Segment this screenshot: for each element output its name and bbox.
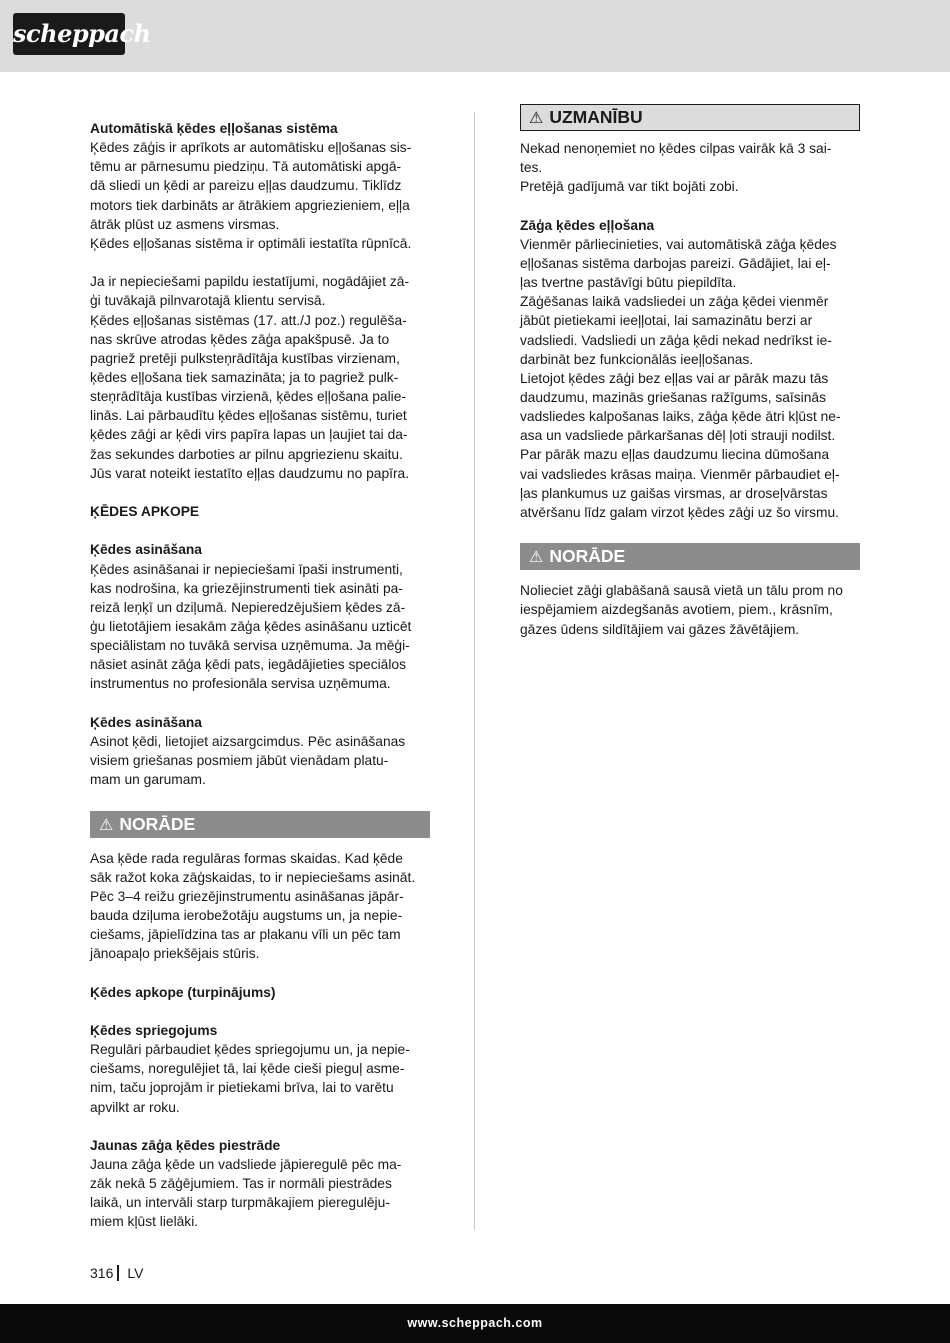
text-line: apvilkt ar roku. (90, 1099, 180, 1115)
text-line: atvēršanu līdz galam virzot ķēdes zāģi uz šo virsmu. (520, 504, 839, 520)
text-line: ķēdes eļļošana tiek samazināta; ja to pagriež pulk- (90, 370, 399, 386)
column-divider (474, 112, 475, 1230)
section-heading: ĶĒDES APKOPE (90, 504, 200, 520)
text-line: nāsiet asināt zāģa ķēdi pats, iegādājieties speciālos (90, 657, 406, 673)
text-line: Nekad nenoņemiet no ķēdes cilpas vairāk kā 3 sai- (520, 141, 832, 156)
text-line: darbināt bez funkcionālās ieeļļošanas. (520, 351, 754, 367)
text-line: Asinot ķēdi, lietojiet aizsargcimdus. Pēc asināšanas (90, 733, 406, 749)
section-heading: Jaunas zāģa ķēdes piestrāde (90, 1137, 281, 1153)
text-line: linās. Lai pārbaudītu ķēdes eļļošanas sistēmu, turiet (90, 408, 407, 424)
note-box (520, 543, 860, 570)
text-line: pagriež pretēji pulksteņrādītāja kustības virzienam, (90, 350, 400, 366)
section-heading: Ķēdes asināšana (90, 714, 202, 730)
text-line: ciešams, noregulējiet tā, lai ķēde cieši pieguļ asme- (90, 1061, 405, 1077)
text-line: ģi tuvākajā pilnvarotajā klientu servisā. (90, 293, 326, 309)
section-heading: Automātiskā ķēdes eļļošanas sistēma (90, 121, 338, 136)
text-line: zāk nekā 5 zāģējumiem. Tas ir normāli piestrādes (90, 1176, 392, 1192)
warning-triangle-icon: ⚠ (529, 110, 544, 127)
page-footer-info (90, 1264, 143, 1282)
text-line: žas sekundes darboties ar pilnu apgriezienu skaitu. (90, 446, 403, 462)
text-line: Ja ir nepieciešami papildu iestatījumi, nogādājiet zā- (90, 274, 410, 290)
text-line: reizā leņķī un dziļumā. Nepieredzējušiem ķēdes zā- (90, 599, 406, 615)
text-line: Nolieciet zāģi glabāšanā sausā vietā un tālu prom no (520, 583, 843, 599)
text-line: ķēdes zāģi ar ķēdi virs papīra lapas un ļaujiet tai da- (90, 427, 408, 443)
text-line: visiem griešanas posmiem jābūt vienādam platu- (90, 753, 389, 769)
text-line: ļas plankumus uz gaišas virsmas, ar droseļvārstas (520, 485, 828, 501)
text-line: bauda dziļuma ierobežotāju augstums un, ja nepie- (90, 908, 403, 924)
text-line: vadsliedi. Vadsliedi un zāģa ķēdi nekad nedrīkst ie- (520, 332, 832, 348)
text-line: Lietojot ķēdes zāģi bez eļļas vai ar pārāk mazu tās (520, 370, 829, 386)
text-line: jābūt pietiekami ieeļļotai, lai samazinātu berzi ar (520, 313, 813, 329)
right-column (520, 104, 860, 639)
text-line: iespējamiem aizdegšanās avotiem, piem., krāsnīm, (520, 602, 833, 618)
text-line: ģu lietotājiem iesakām zāģa ķēdes asināšanu uzticēt (90, 619, 412, 635)
text-line: nas skrūve atrodas ķēdes zāģa apakšpusē. Ja to (90, 331, 390, 347)
page-number: 316 (90, 1265, 114, 1281)
text-line: sāk ražot koka zāģskaidas, to ir nepieciešams asināt. (90, 869, 416, 885)
warning-triangle-icon: ⚠ (99, 816, 114, 834)
caution-box (520, 104, 860, 131)
text-line: mam un garumam. (90, 772, 206, 788)
footer-bar (0, 1304, 950, 1343)
section-heading: Ķēdes apkope (turpinājums) (90, 984, 276, 1000)
text-line: tes. (520, 160, 543, 176)
language-code: LV (127, 1265, 144, 1281)
text-line: Jūs varat noteikt iestatīto eļļas daudzumu no papīra. (90, 465, 410, 481)
text-line: daudzumu, mazinās griešanas ražīgums, saīsinās (520, 390, 826, 406)
text-line: Jauna zāģa ķēde un vadsliede jāpieregulē pēc ma- (90, 1157, 402, 1172)
separator (117, 1265, 119, 1281)
text-line: vai vadsliedes krāsas maiņa. Vienmēr pārbaudiet eļ- (520, 466, 840, 482)
text-line: ātrāk plūst uz asmens virsmas. (90, 216, 280, 232)
text-line: Asa ķēde rada regulāras formas skaidas. Kad ķēde (90, 850, 403, 866)
left-column (90, 119, 430, 1232)
text-line: miem kļūst lielāki. (90, 1214, 199, 1230)
section-heading: Zāģa ķēdes eļļošana (520, 217, 655, 233)
text-line: tēmu ar pārnesumu piedziņu. Tā automātiski apgā- (90, 159, 402, 175)
text-line: ļas tvertne pastāvīgi būtu piepildīta. (520, 275, 737, 291)
text-line: gāzes ūdens sildītājiem vai gāzes žāvētājiem. (520, 621, 800, 637)
text-line: Zāģēšanas laikā vadsliedei un zāģa ķēdei vienmēr (520, 294, 829, 310)
text-line: Pēc 3–4 reižu griezējinstrumentu asināšanas jāpār- (90, 888, 404, 904)
text-line: steņrādītāja kustības virzienā, ķēdes eļļošana palie- (90, 389, 406, 405)
text-line: Vienmēr pārliecinieties, vai automātiskā zāģa ķēdes (520, 236, 837, 252)
section-heading: Ķēdes spriegojums (90, 1022, 218, 1038)
page-header (0, 0, 950, 72)
text-line: instrumentus no profesionāla servisa uzņēmuma. (90, 676, 391, 692)
text-line: Regulāri pārbaudiet ķēdes spriegojumu un, ja nepie- (90, 1042, 410, 1058)
text-line: Ķēdes eļļošanas sistēmas (17. att./J poz.) regulēša- (90, 312, 407, 328)
brand-logo: scheppach (13, 13, 125, 55)
section-heading: Ķēdes asināšana (90, 542, 202, 558)
text-line: asa un vadsliede pārkaršanas dēļ ļoti strauji nodilst. (520, 428, 836, 444)
warning-triangle-icon: ⚠ (529, 549, 544, 567)
text-line: Ķēdes zāģis ir aprīkots ar automātisku eļļošanas sis- (90, 140, 412, 156)
note-box (90, 811, 430, 838)
text-line: jānoapaļo priekšējais stūris. (90, 946, 260, 962)
note-label: NORĀDE (549, 546, 626, 567)
text-line: Ķēdes eļļošanas sistēma ir optimāli iestatīta rūpnīcā. (90, 235, 412, 251)
text-line: Par pārāk mazu eļļas daudzumu liecina dūmošana (520, 447, 830, 463)
text-line: speciālistam no tuvākā servisa uzņēmuma. Ja mēģi- (90, 638, 410, 654)
text-line: nim, taču joprojām ir pietiekami brīva, lai to varētu (90, 1080, 394, 1096)
text-line: Ķēdes asināšanai ir nepieciešami īpaši instrumenti, (90, 561, 403, 577)
caution-label: UZMANĪBU (549, 107, 643, 127)
text-line: dā sliedi un ķēdi ar pareizu eļļas daudzumu. Tiklīdz (90, 178, 402, 194)
text-line: laikā, un intervāli starp turpmākajiem pieregulēju- (90, 1195, 390, 1211)
text-line: vadsliedes kalpošanas laiks, zāģa ķēde ātri kļūst ne- (520, 409, 841, 425)
text-line: eļļošanas sistēma darbojas pareizi. Gādājiet, lai eļ- (520, 255, 831, 271)
text-line: Pretējā gadījumā var tikt bojāti zobi. (520, 179, 739, 195)
text-line: ciešams, jāpielīdzina tas ar plakanu vīli un pēc tam (90, 927, 401, 943)
website-url: www.scheppach.com (407, 1316, 543, 1330)
text-line: kas nodrošina, ka griezējinstrumenti tiek asināti pa- (90, 580, 403, 596)
note-label: NORĀDE (119, 813, 196, 834)
text-line: motors tiek darbināts ar ātrākiem apgriezieniem, eļļa (90, 197, 410, 213)
